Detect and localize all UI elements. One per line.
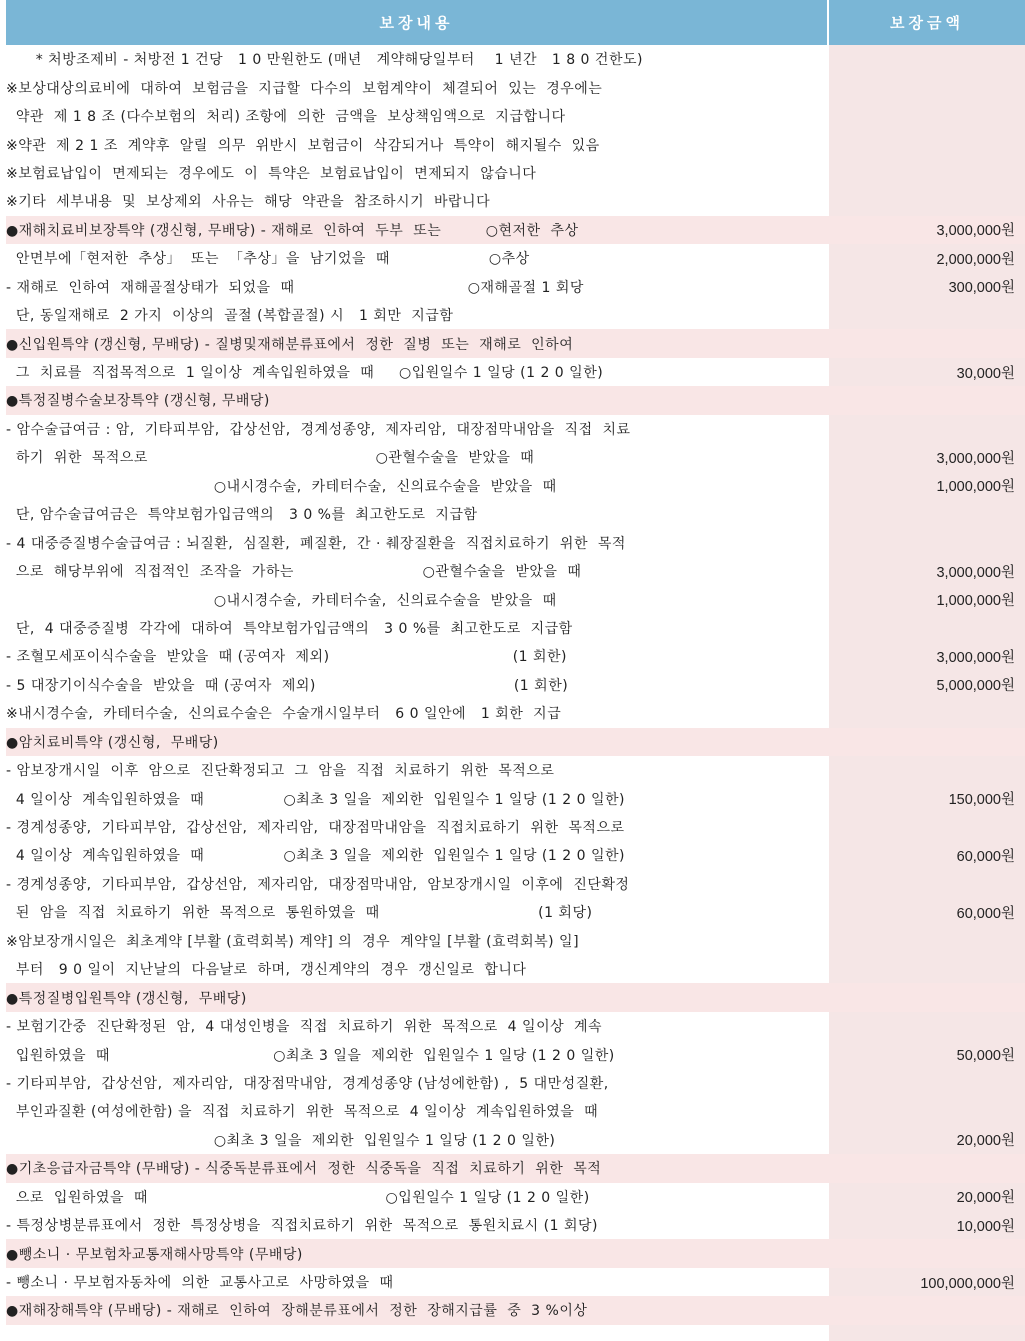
- table-row: [6, 614, 1025, 642]
- row-text: - 뺑소니 · 무보험자동차에 의한 교통사고로 사망하였을 때: [6, 1275, 394, 1292]
- header-coverage-amount: 보장금액: [829, 0, 1025, 45]
- section-row: [6, 386, 1025, 414]
- section-row: [6, 1239, 1025, 1267]
- row-text: - 특정상병분류표에서 정한 특정상병을 직접치료하기 위한 목적으로 통원치료시 (1 회당): [6, 1218, 598, 1235]
- row-text: - 경계성종양, 기타피부암, 갑상선암, 제자리암, 대장점막내암, 암보장개시일 이후에 진단확정: [6, 876, 630, 893]
- row-text: 으로 해당부위에 직접적인 조작을 가하는 ○관혈수술을 받았을 때: [6, 564, 582, 581]
- table-row: [6, 898, 1025, 926]
- row-amount: 60,000원: [956, 848, 1015, 865]
- row-text: - 암수술급여금 : 암, 기타피부암, 갑상선암, 경계성종양, 제자리암, 대장점막내암을 직접 치료: [6, 421, 631, 438]
- table-row: [6, 45, 1025, 73]
- row-amount: 2,000,000원: [936, 251, 1015, 268]
- row-amount: 3,000,000원: [936, 223, 1015, 240]
- table-row: [6, 671, 1025, 699]
- header-coverage-content: 보장내용: [6, 0, 827, 45]
- table-row: [6, 1211, 1025, 1239]
- row-text: ●재해장해특약 (무배당) - 재해로 인하여 장해분류표에서 정한 장해지급률 중 3 %이상: [6, 1303, 588, 1320]
- row-text: - 재해로 인하여 재해골절상태가 되었을 때 ○재해골절 1 회당: [6, 279, 584, 296]
- table-row: [6, 273, 1025, 301]
- row-text: 약관 제 1 8 조 (다수보험의 처리) 조항에 의한 금액을 보상책임액으로 지급합니다: [6, 109, 566, 126]
- table-row: [6, 472, 1025, 500]
- row-text: ●기초응급자금특약 (무배당) - 식중독분류표에서 정한 식중독을 직접 치료하기 위한 목적: [6, 1161, 602, 1178]
- table-row: [6, 955, 1025, 983]
- table-row: [6, 642, 1025, 670]
- row-text: ※보험료납입이 면제되는 경우에도 이 특약은 보험료납입이 면제되지 않습니다: [6, 165, 537, 182]
- table-row: [6, 813, 1025, 841]
- table-row: [6, 756, 1025, 784]
- table-row: [6, 358, 1025, 386]
- table-row: [6, 130, 1025, 158]
- row-text: - 경계성종양, 기타피부암, 갑상선암, 제자리암, 대장점막내암을 직접치료하기 위한 목적으로: [6, 820, 625, 837]
- row-text: ●암치료비특약 (갱신형, 무배당): [6, 734, 219, 751]
- row-amount: 20,000원: [956, 1190, 1015, 1207]
- table-row: [6, 699, 1025, 727]
- table-row: [6, 187, 1025, 215]
- row-text: 4 일이상 계속입원하였을 때 ○최초 3 일을 제외한 입원일수 1 일당 (1 2 0 일한): [6, 848, 625, 865]
- row-text: - 조혈모세포이식수술을 받았을 때 (공여자 제외) (1 회한): [6, 649, 568, 666]
- row-amount: 1,000,000원: [936, 593, 1015, 610]
- section-row: [6, 329, 1025, 357]
- table-row: [6, 1097, 1025, 1125]
- row-text: ○내시경수술, 카테터수술, 신의료수술을 받았을 때: [6, 592, 557, 609]
- table-row: [6, 73, 1025, 101]
- row-amount: 60,000원: [956, 905, 1015, 922]
- row-amount: 300,000원: [948, 280, 1015, 297]
- table-row: [6, 301, 1025, 329]
- section-row: [6, 1154, 1025, 1182]
- row-text: ●특정질병입원특약 (갱신형, 무배당): [6, 990, 247, 1007]
- row-text: 4 일이상 계속입원하였을 때 ○최초 3 일을 제외한 입원일수 1 일당 (1 2 0 일한): [6, 791, 625, 808]
- table-header: [6, 0, 1025, 45]
- table-row: [6, 159, 1025, 187]
- row-text: ※보상대상의료비에 대하여 보험금을 지급할 다수의 보험계약이 체결되어 있는 경우에는: [6, 80, 603, 97]
- row-text: ●재해치료비보장특약 (갱신형, 무배당) - 재해로 인하여 두부 또는 ○현저한 추상: [6, 222, 579, 239]
- row-text: - 암보장개시일 이후 암으로 진단확정되고 그 암을 직접 치료하기 위한 목적으로: [6, 763, 555, 780]
- row-text: 그 치료를 직접목적으로 1 일이상 계속입원하였을 때 ○입원일수 1 일당 (1 2 0 일한): [6, 365, 604, 382]
- row-amount: 3,000,000원: [936, 564, 1015, 581]
- table-row: [6, 927, 1025, 955]
- row-text: ●특정질병수술보장특약 (갱신형, 무배당): [6, 393, 270, 410]
- row-text: ※약관 제 2 1 조 계약후 알릴 의무 위반시 보험금이 삭감되거나 특약이 해지될수 있음: [6, 137, 600, 154]
- coverage-table-body: [6, 45, 1025, 1325]
- row-text: ●뺑소니 · 무보험차교통재해사망특약 (무배당): [6, 1246, 303, 1263]
- table-row: [6, 784, 1025, 812]
- table-row: [6, 244, 1025, 272]
- row-amount: 3,000,000원: [936, 649, 1015, 666]
- section-row: [6, 216, 1025, 244]
- table-row: [6, 1012, 1025, 1040]
- table-row: [6, 1183, 1025, 1211]
- row-amount: 150,000원: [948, 792, 1015, 809]
- table-row: [6, 1268, 1025, 1296]
- section-row: [6, 983, 1025, 1011]
- row-amount: 3,000,000원: [936, 450, 1015, 467]
- table-row: [6, 870, 1025, 898]
- table-row: [6, 102, 1025, 130]
- row-amount: 10,000원: [956, 1218, 1015, 1235]
- row-text: ○최초 3 일을 제외한 입원일수 1 일당 (1 2 0 일한): [6, 1132, 556, 1149]
- row-text: - 보험기간중 진단확정된 암, 4 대성인병을 직접 치료하기 위한 목적으로 4 일이상 계속: [6, 1019, 603, 1036]
- row-amount: 5,000,000원: [936, 678, 1015, 695]
- row-text: - 기타피부암, 갑상선암, 제자리암, 대장점막내암, 경계성종양 (남성에한함) , 5 대만성질환,: [6, 1075, 609, 1092]
- table-row: [6, 500, 1025, 528]
- row-text: ※내시경수술, 카테터수술, 신의료수술은 수술개시일부터 6 0 일안에 1 회한 지급: [6, 706, 562, 723]
- table-row: [6, 415, 1025, 443]
- row-text: 된 암을 직접 치료하기 위한 목적으로 통원하였을 때 (1 회당): [6, 905, 593, 922]
- table-row: [6, 585, 1025, 613]
- row-text: - 5 대장기이식수술을 받았을 때 (공여자 제외) (1 회한): [6, 677, 569, 694]
- row-text: ※암보장개시일은 최초계약 [부활 (효력회복) 계약] 의 경우 계약일 [부활 (효력회복) 일]: [6, 933, 580, 950]
- section-row: [6, 1296, 1025, 1324]
- row-text: 안면부에「현저한 추상」 또는 「추상」을 남기었을 때 ○추상: [6, 251, 530, 268]
- row-text: 단, 암수술급여금은 특약보험가입금액의 3 0 %를 최고한도로 지급함: [6, 507, 478, 524]
- row-amount: 1,000,000원: [936, 479, 1015, 496]
- row-text: ●신입원특약 (갱신형, 무배당) - 질병및재해분류표에서 정한 질병 또는 재해로 인하여: [6, 336, 574, 353]
- section-row: [6, 728, 1025, 756]
- row-text: 단, 4 대중증질병 각각에 대하여 특약보험가입금액의 3 0 %를 최고한도로 지급함: [6, 620, 573, 637]
- table-row: [6, 528, 1025, 556]
- row-text: 입원하였을 때 ○최초 3 일을 제외한 입원일수 1 일당 (1 2 0 일한): [6, 1047, 615, 1064]
- row-amount: 100,000,000원: [920, 1275, 1015, 1292]
- table-row: [6, 557, 1025, 585]
- table-row: [6, 443, 1025, 471]
- row-amount: 20,000원: [956, 1133, 1015, 1150]
- row-text: 부터 9 0 일이 지난날의 다음날로 하며, 갱신계약의 경우 갱신일로 합니다: [6, 962, 527, 979]
- table-row: [6, 1069, 1025, 1097]
- row-amount: 50,000원: [956, 1048, 1015, 1065]
- row-text: * 처방조제비 - 처방전 1 건당 1 0 만원한도 (매년 계약해당일부터 1 년간 1 8 0 건한도): [6, 52, 643, 69]
- row-amount: 30,000원: [956, 365, 1015, 382]
- row-text: ※기타 세부내용 및 보상제외 사유는 해당 약관을 참조하시기 바랍니다: [6, 194, 491, 211]
- table-row: [6, 1126, 1025, 1154]
- row-text: 으로 입원하였을 때 ○입원일수 1 일당 (1 2 0 일한): [6, 1189, 590, 1206]
- table-row: [6, 841, 1025, 869]
- row-text: ○내시경수술, 카테터수술, 신의료수술을 받았을 때: [6, 478, 557, 495]
- row-text: 하기 위한 목적으로 ○관혈수술을 받았을 때: [6, 450, 535, 467]
- table-row: [6, 1040, 1025, 1068]
- row-text: 단, 동일재해로 2 가지 이상의 골절 (복합골절) 시 1 회만 지급함: [6, 308, 454, 325]
- row-text: - 4 대중증질병수술급여금 : 뇌질환, 심질환, 폐질환, 간 · 췌장질환을 직접치료하기 위한 목적: [6, 535, 626, 552]
- row-text: 부인과질환 (여성에한함) 을 직접 치료하기 위한 목적으로 4 일이상 계속입원하였을 때: [6, 1104, 599, 1121]
